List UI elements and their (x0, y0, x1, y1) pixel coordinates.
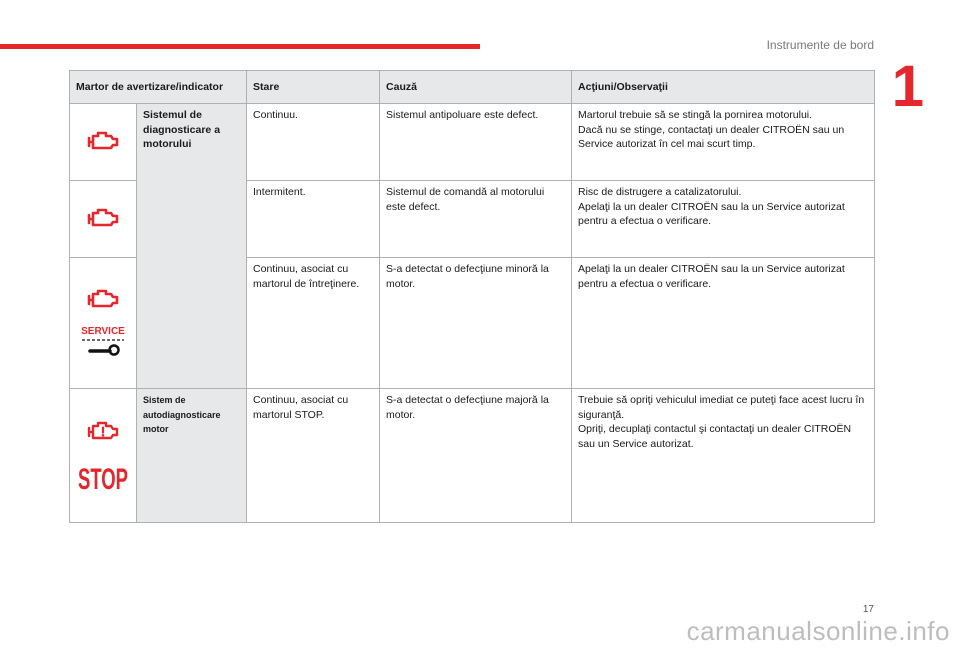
icon-cell (70, 181, 137, 258)
actiuni-cell (572, 181, 875, 258)
table-row (70, 389, 875, 523)
actiuni-line: Apelaţi la un dealer CITROËN sau la un Service autorizat pentru a efectua o verificare. (578, 263, 845, 290)
stare-cell: Continuu, asociat cu martorul de întreţinere. (247, 258, 380, 389)
stare-cell: Intermitent. (247, 181, 380, 258)
stare-cell: Continuu, asociat cu martorul STOP. (247, 389, 380, 523)
actiuni-line: Dacă nu se stinge, contactaţi un dealer CITROËN sau un Service autorizat în cel mai scurt timp. (578, 123, 845, 151)
header-accent-bar (0, 44, 480, 49)
cauza-cell: Sistemul antipoluare este defect. (380, 104, 572, 181)
column-header-actiuni: Acţiuni/Observaţii (572, 71, 875, 104)
engine-fault-icon (86, 420, 120, 444)
actiuni-line: Apelaţi la un dealer CITROËN sau la un Service autorizat pentru a efectua o verificare. (578, 200, 845, 228)
service-label: SERVICE (81, 326, 125, 337)
actiuni-line: Trebuie să opriţi vehiculul imediat ce puteţi face acest lucru în siguranţă. (578, 394, 865, 421)
actiuni-cell (572, 104, 875, 181)
stop-label: STOP (78, 462, 128, 496)
section-number: 1 (891, 54, 924, 119)
group-name-cell (137, 389, 247, 523)
watermark: carmanualsonline.info (686, 616, 950, 646)
actiuni-line: Martorul trebuie să se stingă la pornirea motorului. (578, 109, 813, 121)
actiuni-cell (572, 389, 875, 523)
column-header-indicator: Martor de avertizare/indicator (70, 71, 247, 104)
warning-lights-table (69, 70, 875, 523)
group-name-cell (137, 104, 247, 389)
engine-check-icon (86, 207, 120, 231)
table-row (70, 104, 875, 181)
column-header-cauza: Cauză (380, 71, 572, 104)
engine-check-icon (86, 130, 120, 154)
service-wrench-icon (80, 324, 126, 358)
actiuni-cell (572, 258, 875, 389)
actiuni-line: Risc de distrugere a catalizatorului. (578, 186, 742, 198)
column-header-stare: Stare (247, 71, 380, 104)
group-name: Sistem de autodiagnosticare motor (143, 395, 221, 435)
stop-icon (77, 462, 129, 496)
icon-cell (70, 258, 137, 389)
actiuni-line: Opriţi, decuplaţi contactul şi contactaţi un dealer CITROËN sau un Service autorizat. (578, 423, 852, 451)
page-header-title: Instrumente de bord (766, 38, 874, 52)
group-name: Sistemul de diagnosticare a motorului (143, 109, 221, 151)
cauza-cell: S-a detectat o defecţiune minoră la motor. (380, 258, 572, 389)
table-header-row (70, 71, 875, 104)
engine-check-icon (86, 288, 120, 312)
page-number: 17 (862, 604, 874, 615)
stare-cell: Continuu. (247, 104, 380, 181)
cauza-cell: S-a detectat o defecţiune majoră la motor. (380, 389, 572, 523)
cauza-cell: Sistemul de comandă al motorului este defect. (380, 181, 572, 258)
icon-cell (70, 389, 137, 523)
icon-cell (70, 104, 137, 181)
